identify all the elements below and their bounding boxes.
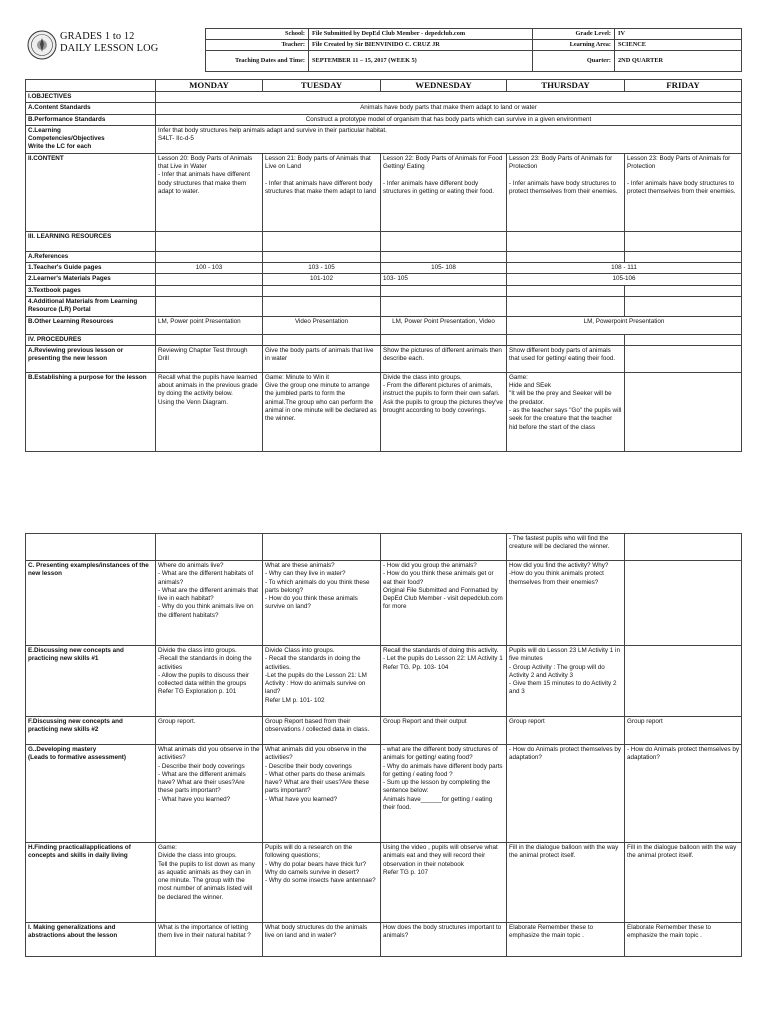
mastery-friday: - How do Animals protect themselves by adaptation? bbox=[625, 745, 742, 843]
teachers-guide-label: 1.Teacher's Guide pages bbox=[26, 263, 156, 274]
additional-materials-label: 4.Additional Materials from Learning Resource (LR) Portal bbox=[26, 296, 156, 316]
lesson-log-table-page2 bbox=[25, 533, 742, 957]
other-monday: LM, Power point Presentation bbox=[156, 316, 263, 334]
presenting-examples-label: C. Presenting examples/instances of the new lesson bbox=[26, 561, 156, 646]
tg-wednesday: 105- 108 bbox=[381, 263, 507, 274]
tg-thursday-friday: 108 - 111 bbox=[507, 263, 742, 274]
references-label: A.References bbox=[26, 251, 156, 262]
practical-wednesday: Using the video , pupils will observe what animals eat and they will record their observation in their notebook Refer TG p. 107 bbox=[381, 843, 507, 923]
content-wednesday: Lesson 22: Body Parts of Animals for Food Getting/ Eating - Infer animals have different body structures in getting or eating their food. bbox=[381, 153, 507, 231]
learning-competencies-value: Infer that body structures help animals adapt and survive in their particular habitat. S4LT- IIc-d-5 bbox=[156, 125, 742, 153]
practical-monday: Game: Divide the class into groups. Tell the pupils to list down as many as aquatic animals as they can in one minute. The group with the most number of animals listed will be declared the winner. bbox=[156, 843, 263, 923]
mastery-wednesday: - what are the different body structures of animals for getting/ eating food? - Why do animals have different body parts for getting / eating food ? - Sum up the lesson by completing the sentence below: Animals have______for getting / eating their food. bbox=[381, 745, 507, 843]
review-wednesday: Show the pictures of different animals then describe each. bbox=[381, 345, 507, 372]
teaching-dates-label: Teaching Dates and Time: bbox=[206, 51, 309, 72]
lesson-log-table-page1 bbox=[25, 79, 742, 452]
content-standards-label: A.Content Standards bbox=[26, 103, 156, 114]
day-header-row bbox=[26, 80, 742, 92]
school-value: File Submitted by DepEd Club Member - depedclub.com bbox=[309, 29, 533, 40]
purpose-friday bbox=[625, 372, 742, 451]
discussing-2-label: F.Discussing new concepts and practicing new skills #2 bbox=[26, 717, 156, 745]
discuss2-monday: Group report. bbox=[156, 717, 263, 745]
teacher-value: File Created by Sir BIENVINIDO C. CRUZ JR bbox=[309, 40, 533, 51]
objectives-label: I.OBJECTIVES bbox=[26, 92, 156, 103]
tg-tuesday: 103 - 105 bbox=[263, 263, 381, 274]
generalize-wednesday: How does the body structures important to animals? bbox=[381, 923, 507, 957]
practical-tuesday: Pupils will do a research on the following questions; - Why do polar bears have thick fur? Why do camels survive in desert? - Why do some insects have antennae? bbox=[263, 843, 381, 923]
tg-monday: 100 - 103 bbox=[156, 263, 263, 274]
discuss2-tuesday: Group Report based from their observations / collected data in class. bbox=[263, 717, 381, 745]
discuss1-friday bbox=[625, 646, 742, 717]
purpose-thursday-continued: - The fastest pupils who will find the creature will be declared the winner. bbox=[507, 534, 625, 561]
teacher-label: Teacher: bbox=[206, 40, 309, 51]
purpose-monday: Recall what the pupils have learned about animals in the previous grade by doing the activity below. Using the Venn Diagram. bbox=[156, 372, 263, 451]
day-friday: FRIDAY bbox=[625, 80, 742, 92]
other-tuesday: Video Presentation bbox=[263, 316, 381, 334]
page-title bbox=[60, 31, 158, 54]
discussing-1-label: E.Discussing new concepts and practicing new skills #1 bbox=[26, 646, 156, 717]
objectives-cell bbox=[156, 92, 742, 103]
generalize-tuesday: What body structures do the animals live on land and in water? bbox=[263, 923, 381, 957]
content-label: II.CONTENT bbox=[26, 153, 156, 231]
other-wednesday: LM, Power Point Presentation, Video bbox=[381, 316, 507, 334]
deped-seal-logo bbox=[27, 30, 57, 60]
review-tuesday: Give the body parts of animals that live in water bbox=[263, 345, 381, 372]
mastery-tuesday: What animals did you observe in the activities? - Describe their body coverings - What other parts do these animals have? What are their uses?Are these parts important? - What have you learned? bbox=[263, 745, 381, 843]
other-resources-label: B.Other Learning Resources bbox=[26, 316, 156, 334]
learners-materials-label: 2.Learner's Materials Pages bbox=[26, 274, 156, 285]
textbook-pages-label: 3.Textbook pages bbox=[26, 285, 156, 296]
presenting-thursday: How did you find the activity? Why? -How do you think animals protect themselves from their enemies? bbox=[507, 561, 625, 646]
presenting-friday bbox=[625, 561, 742, 646]
purpose-tuesday: Game: Minute to Win it Give the group one minute to arrange the jumbled parts to form the animal.The group who can perform the animal in one minute will be declared as the winner. bbox=[263, 372, 381, 451]
generalize-thursday: Elaborate Remember these to emphasize the main topic . bbox=[507, 923, 625, 957]
presenting-tuesday: What are these animals? - Why can they live in water? - To which animals do you think these parts belong? - How do you think these animals survive on land? bbox=[263, 561, 381, 646]
learning-competencies-label: C.Learning Competencies/Objectives Write the LC for each bbox=[26, 125, 156, 153]
review-friday bbox=[625, 345, 742, 372]
review-thursday: Show different body parts of animals that used for getting/ eating their food. bbox=[507, 345, 625, 372]
purpose-wednesday: Divide the class into groups. - From the different pictures of animals, instruct the pupils to form their own safari. Ask the pupils to group the pictures they've brought according to body coverings. bbox=[381, 372, 507, 451]
practical-thursday: Fill in the dialogue balloon with the way the animal protect itself. bbox=[507, 843, 625, 923]
procedures-label: IV. PROCEDURES bbox=[26, 334, 156, 345]
review-monday: Reviewing Chapter Test through Drill bbox=[156, 345, 263, 372]
discuss1-thursday: Pupils will do Lesson 23 LM Activity 1 in five minutes - Group Activity : The group will do Activity 2 and Activity 3 - Give them 15 minutes to do Activity 2 and 3 bbox=[507, 646, 625, 717]
lm-wednesday: 103- 105 bbox=[381, 274, 507, 285]
content-tuesday: Lesson 21: Body parts of Animals that Live on Land - Infer that animals have different body structures that make them adapt to land bbox=[263, 153, 381, 231]
establishing-purpose-label: B.Establishing a purpose for the lesson bbox=[26, 372, 156, 451]
corner-cell bbox=[26, 80, 156, 92]
content-friday: Lesson 23: Body Parts of Animals for Protection - Infer animals have body structures to protect themselves from their enemies. bbox=[625, 153, 742, 231]
day-monday: MONDAY bbox=[156, 80, 263, 92]
developing-mastery-label: G..Developing mastery (Leads to formative assessment) bbox=[26, 745, 156, 843]
lm-thursday-friday: 105-106 bbox=[507, 274, 742, 285]
lm-tuesday: 101-102 bbox=[263, 274, 381, 285]
learning-area-label: Learning Area: bbox=[533, 40, 615, 51]
header-info-table bbox=[205, 28, 742, 72]
discuss2-friday: Group report bbox=[625, 717, 742, 745]
title-line-2: DAILY LESSON LOG bbox=[60, 42, 159, 54]
title-line-1: GRADES 1 to 12 bbox=[60, 31, 135, 42]
discuss1-wednesday: Recall the standards of doing this activity. - Let the pupils do Lesson 22: LM Activity 1 Refer TG. Pp. 103- 104 bbox=[381, 646, 507, 717]
discuss1-monday: Divide the class into groups. -Recall the standards in doing the activities - Allow the pupils to discuss their collected data within the groups Refer TG Exploration p. 101 bbox=[156, 646, 263, 717]
grade-level-value: IV bbox=[615, 29, 742, 40]
discuss1-tuesday: Divide Class into groups. - Recall the standards in doing the activities. -Let the pupils do the Lesson 21: LM Activity : How do animals survive on land? Refer LM p. 101- 102 bbox=[263, 646, 381, 717]
finding-practical-label: H.Finding practical/applications of concepts and skills in daily living bbox=[26, 843, 156, 923]
discuss2-thursday: Group report bbox=[507, 717, 625, 745]
quarter-label: Quarter: bbox=[533, 51, 615, 72]
content-standards-value: Animals have body parts that make them adapt to land or water bbox=[156, 103, 742, 114]
generalize-monday: What is the importance of letting them live in their natural habitat ? bbox=[156, 923, 263, 957]
performance-standards-label: B.Performance Standards bbox=[26, 114, 156, 125]
purpose-thursday: Game: Hide and SEek "It will be the prey and Seeker will be the predator. - as the teacher says "Go" the pupils will seek for the creature that the teacher hid before the start of the class bbox=[507, 372, 625, 451]
school-label: School: bbox=[206, 29, 309, 40]
reviewing-label: A.Reviewing previous lesson or presenting the new lesson bbox=[26, 345, 156, 372]
learning-resources-label: III. LEARNING RESOURCES bbox=[26, 231, 156, 251]
learning-area-value: SCIENCE bbox=[615, 40, 742, 51]
presenting-wednesday: - How did you group the animals? - How do you think these animals get or eat their food? Original File Submitted and Formatted by DepEd Club Member - visit depedclub.com for more bbox=[381, 561, 507, 646]
day-tuesday: TUESDAY bbox=[263, 80, 381, 92]
generalizations-label: I. Making generalizations and abstractions about the lesson bbox=[26, 923, 156, 957]
day-thursday: THURSDAY bbox=[507, 80, 625, 92]
performance-standards-value: Construct a prototype model of organism that has body parts which can survive in a given environment bbox=[156, 114, 742, 125]
content-thursday: Lesson 23: Body Parts of Animals for Protection - Infer animals have body structures to protect themselves from their enemies. bbox=[507, 153, 625, 231]
teaching-dates-value: SEPTEMBER 11 – 15, 2017 (WEEK 5) bbox=[309, 51, 533, 72]
grade-level-label: Grade Level: bbox=[533, 29, 615, 40]
content-monday: Lesson 20: Body Parts of Animals that Live in Water - Infer that animals have different body structures that make them adapt to water. bbox=[156, 153, 263, 231]
generalize-friday: Elaborate Remember these to emphasize the main topic . bbox=[625, 923, 742, 957]
mastery-monday: What animals did you observe in the activities? - Describe their body coverings - What are the different animals have? What are their uses?Are these parts important? - What have you learned? bbox=[156, 745, 263, 843]
day-wednesday: WEDNESDAY bbox=[381, 80, 507, 92]
presenting-monday: Where do animals live? - What are the different habitats of animals? - What are the different animals that live in each habitat? - Why do you think animals live on the different habitats? bbox=[156, 561, 263, 646]
practical-friday: Fill in the dialogue balloon with the way the animal protect itself. bbox=[625, 843, 742, 923]
quarter-value: 2ND QUARTER bbox=[615, 51, 742, 72]
other-thursday-friday: LM, Powerpoint Presentation bbox=[507, 316, 742, 334]
mastery-thursday: - How do Animals protect themselves by adaptation? bbox=[507, 745, 625, 843]
discuss2-wednesday: Group Report and their output bbox=[381, 717, 507, 745]
